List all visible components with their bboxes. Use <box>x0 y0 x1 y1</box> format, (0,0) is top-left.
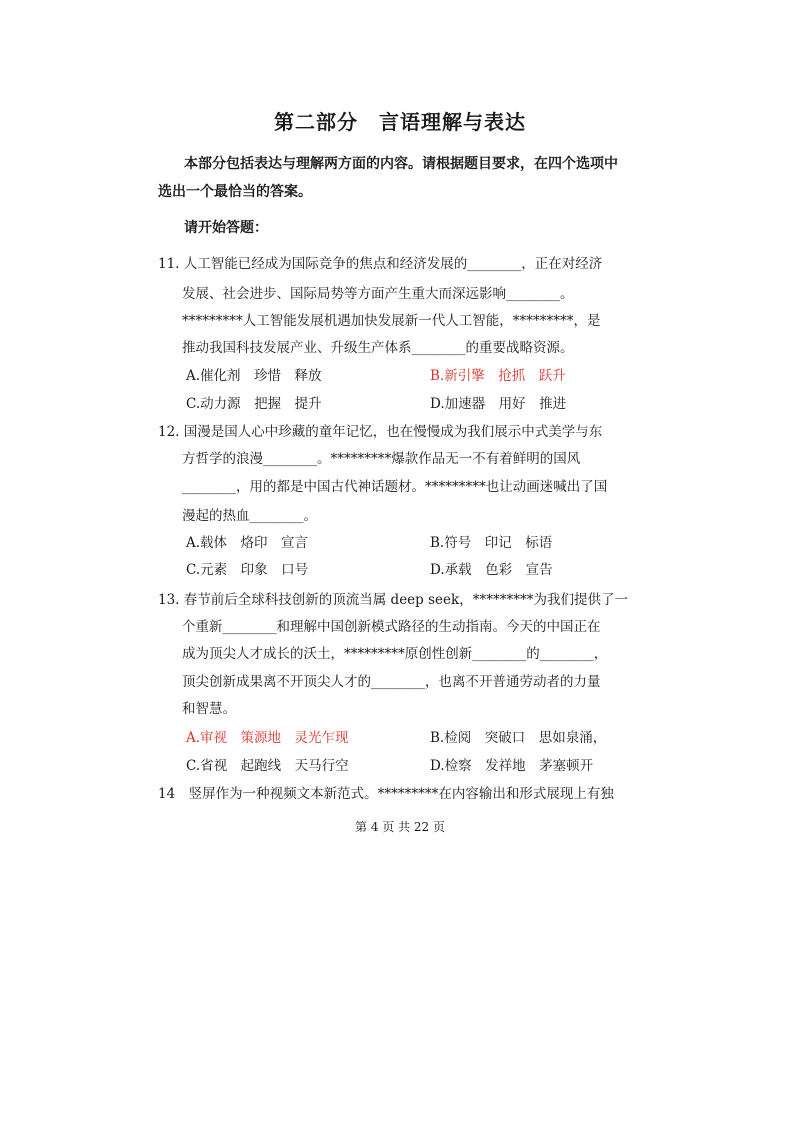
question-11-option-b: B.新引擎 抢抓 跃升 <box>430 368 566 384</box>
question-12-line-2: 方哲学的浪漫________。*********爆款作品无一不有着鲜明的国风 <box>182 451 581 467</box>
question-12-option-c: C.元素 印象 口号 <box>186 562 309 578</box>
question-11-option-d: D.加速器 用好 推进 <box>430 396 567 412</box>
question-13-option-b: B.检阅 突破口 思如泉涌， <box>430 730 607 746</box>
question-11-line-2: 发展、社会进步、国际局势等方面产生重大而深远影响________。 <box>182 286 574 302</box>
intro-line-2: 选出一个最恰当的答案。 <box>158 184 312 200</box>
question-13-line-5: 和智慧。 <box>182 701 236 717</box>
question-13-line-2: 个重新________和理解中国创新模式路径的生动指南。今天的中国正在 <box>182 619 601 635</box>
page-footer: 第 4 页 共 22 页 <box>355 820 445 834</box>
question-11-line-4: 推动我国科技发展产业、升级生产体系________的重要战略资源。 <box>182 340 574 356</box>
start-prompt: 请开始答题： <box>184 220 268 236</box>
question-11-option-a: A.催化剂 珍惜 释放 <box>186 368 322 384</box>
question-13-option-c: C.省视 起跑线 天马行空 <box>186 758 349 774</box>
question-12-line-1: 12. 国漫是国人心中珍藏的童年记忆，也在慢慢成为我们展示中式美学与东 <box>158 424 603 440</box>
question-12-option-b: B.符号 印记 标语 <box>430 535 553 551</box>
question-12-line-3: ________，用的都是中国古代神话题材。*********也让动画迷喊出了国 <box>182 479 608 495</box>
question-12-option-a: A.载体 烙印 宣言 <box>186 535 309 551</box>
question-13-option-d: D.检察 发祥地 茅塞顿开 <box>430 758 594 774</box>
intro-line-1: 本部分包括表达与理解两方面的内容。请根据题目要求，在四个选项中 <box>184 156 618 172</box>
question-13-line-1: 13. 春节前后全球科技创新的顶流当属 deep seek，*********为我们提供了一 <box>158 592 628 608</box>
question-13-line-4: 顶尖创新成果离不开顶尖人才的________，也离不开普通劳动者的力量 <box>182 674 601 690</box>
question-13-option-a: A.审视 策源地 灵光乍现 <box>186 730 349 746</box>
question-13-line-3: 成为顶尖人才成长的沃土，*********原创性创新________的________， <box>182 646 608 662</box>
question-11-line-3: *********人工智能发展机遇加快发展新一代人工智能，*********，是 <box>182 313 601 329</box>
question-14-line-1: 14 竖屏作为一种视频文本新范式。*********在内容输出和形式展现上有独 <box>158 786 614 802</box>
question-12-line-4: 漫起的热血________。 <box>182 508 317 524</box>
question-11-option-c: C.动力源 把握 提升 <box>186 396 322 412</box>
section-title: 第二部分 言语理解与表达 <box>274 110 526 134</box>
question-12-option-d: D.承载 色彩 宣告 <box>430 562 553 578</box>
question-11-line-1: 11. 人工智能已经成为国际竞争的焦点和经济发展的________，正在对经济 <box>158 256 603 272</box>
